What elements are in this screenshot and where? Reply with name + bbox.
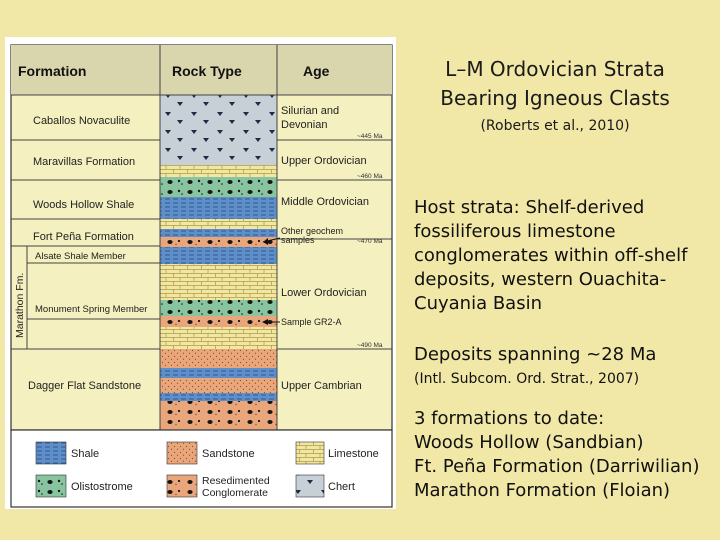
title-line-2: Bearing Igneous Clasts	[440, 86, 670, 110]
layer-shale-dagger-2	[160, 393, 277, 401]
layer-conglomerate-dagger	[160, 401, 277, 430]
layer-sandstone-2	[160, 378, 277, 393]
formation-item-marathon: Marathon Formation (Floian)	[414, 480, 671, 501]
legend-chert: Chert	[328, 481, 355, 493]
layer-conglomerate-pena	[160, 237, 277, 247]
header-age: Age	[303, 63, 330, 79]
legend-shale: Shale	[71, 448, 100, 460]
legend-limestone: Limestone	[328, 448, 379, 460]
annotation-sample: Sample GR2-A	[281, 317, 342, 327]
formation-marathon: Marathon Fm.	[14, 272, 26, 338]
layer-shale-alsate	[160, 247, 277, 264]
layer-olistostrome-monument	[160, 300, 277, 316]
layer-limestone-3	[160, 264, 277, 300]
formation-item-ft-pena: Ft. Peña Formation (Darriwilian)	[414, 456, 700, 477]
formation-woods-hollow: Woods Hollow Shale	[33, 199, 135, 211]
legend-swatch-chert	[296, 475, 324, 497]
layer-olistostrome-woods	[160, 177, 277, 197]
deposits-citation: (Intl. Subcom. Ord. Strat., 2007)	[414, 371, 640, 387]
legend-conglomerate-line2: Conglomerate	[202, 487, 268, 499]
annotation-geochem-line1: Other geochem	[281, 226, 344, 236]
formation-item-woods-hollow: Woods Hollow (Sandbian)	[414, 432, 644, 453]
legend-conglomerate-line1: Resedimented	[202, 475, 270, 487]
age-silurian-line1: Silurian and	[281, 105, 340, 117]
title-line-1: L–M Ordovician Strata	[445, 57, 665, 81]
layer-sandstone-1	[160, 349, 277, 368]
layer-limestone-4	[160, 327, 277, 349]
legend-sandstone: Sandstone	[202, 448, 255, 460]
legend-swatch-conglomerate	[167, 475, 197, 497]
layer-shale-dagger-1	[160, 368, 277, 378]
age-upper-cambrian: Upper Cambrian	[281, 380, 362, 392]
age-mark-460: ~460 Ma	[357, 173, 383, 180]
legend-swatch-shale	[36, 442, 66, 464]
layer-limestone-1	[160, 165, 277, 177]
stratigraphic-column-figure	[5, 37, 396, 509]
age-lower-ordovician: Lower Ordovician	[281, 287, 367, 299]
formation-caballos: Caballos Novaculite	[33, 115, 131, 127]
slide-body	[414, 196, 714, 503]
legend-olistostrome: Olistostrome	[71, 481, 133, 493]
legend-swatch-sandstone	[167, 442, 197, 464]
layer-shale-woods	[160, 197, 277, 219]
host-strata-text: Host strata: Shelf-derived fossiliferous limestone conglomerates within off-shelf deposits, western Ouachita-Cuyania Basin	[414, 197, 688, 314]
formation-dagger-flat: Dagger Flat Sandstone	[28, 380, 142, 392]
legend	[11, 430, 392, 507]
formation-alsate: Alsate Shale Member	[35, 251, 126, 262]
age-mark-490: ~490 Ma	[357, 342, 383, 349]
slide-title	[408, 55, 702, 137]
formation-monument: Monument Spring Member	[35, 304, 148, 315]
annotation-geochem-line2: samples	[281, 235, 315, 245]
age-upper-ordovician: Upper Ordovician	[281, 155, 367, 167]
legend-swatch-olistostrome	[36, 475, 66, 497]
layer-shale-pena	[160, 229, 277, 237]
formation-maravillas: Maravillas Formation	[33, 156, 136, 168]
age-mark-445: ~445 Ma	[357, 133, 383, 140]
header-formation: Formation	[18, 63, 87, 79]
age-mark-470: ~470 Ma	[357, 238, 383, 245]
header-rock-type: Rock Type	[172, 63, 242, 79]
age-middle-ordovician: Middle Ordovician	[281, 196, 370, 208]
formations-intro: 3 formations to date:	[414, 408, 605, 429]
layer-chert-maravillas	[160, 140, 277, 165]
legend-swatch-limestone	[296, 442, 324, 464]
title-citation: (Roberts et al., 2010)	[480, 118, 630, 134]
layer-limestone-2	[160, 219, 277, 229]
formation-fort-pena: Fort Peña Formation	[33, 231, 134, 243]
age-silurian-line2: Devonian	[281, 119, 328, 131]
deposits-text: Deposits spanning ~28 Ma	[414, 344, 657, 365]
layer-conglomerate-monument	[160, 316, 277, 327]
rock-column	[160, 95, 277, 430]
